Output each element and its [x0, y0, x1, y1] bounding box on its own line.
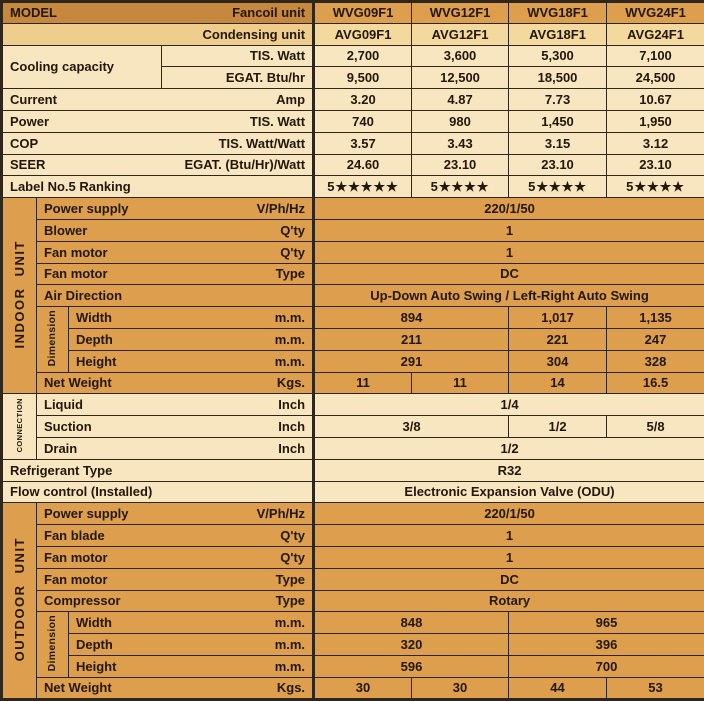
dim-label: Width [76, 310, 112, 325]
refrigerant-label: Refrigerant Type [2, 459, 314, 481]
value-cell: 24.60 [314, 154, 412, 176]
value-cell: 965 [509, 612, 704, 634]
dim-unit: m.m. [275, 637, 305, 652]
power-label-cell [2, 110, 314, 132]
value-cell: 3.15 [509, 132, 607, 154]
value-cell: 3.12 [607, 132, 704, 154]
indoor-row-label-cell [37, 285, 314, 307]
row-indoor-width [2, 307, 704, 329]
cop-label: COP [10, 136, 38, 151]
indoor-row-unit: Type [276, 266, 305, 281]
fancoil-model-3: WVG18F1 [509, 2, 607, 24]
dim-label: Width [76, 615, 112, 630]
indoor-row-unit: V/Ph/Hz [257, 201, 305, 216]
outdoor-row-label-cell [37, 503, 314, 525]
indoor-dimension-label [37, 307, 69, 372]
dim-label: Depth [76, 637, 113, 652]
connection-row-label: Drain [44, 441, 77, 456]
row-indoor-air-direction [2, 285, 704, 307]
indoor-dim-label-cell [69, 307, 314, 329]
row-refrigerant [2, 459, 704, 481]
connection-row-unit: Inch [278, 441, 305, 456]
indoor-row-label-cell [37, 219, 314, 241]
indoor-dim-label-cell [69, 328, 314, 350]
dim-label: Depth [76, 332, 113, 347]
value-cell: DC [314, 263, 704, 285]
dim-unit: m.m. [275, 615, 305, 630]
value-cell: 23.10 [412, 154, 509, 176]
current-label: Current [10, 92, 57, 107]
cooling-egat-unit: EGAT. Btu/hr [162, 67, 314, 89]
value-cell: 848 [314, 612, 509, 634]
row-outdoor-width [2, 612, 704, 634]
value-cell: 1,135 [607, 307, 704, 329]
value-cell: 1,450 [509, 110, 607, 132]
connection-row-label: Liquid [44, 397, 83, 412]
indoor-row-label: Fan motor [44, 245, 108, 260]
indoor-row-label-cell [37, 198, 314, 220]
condensing-header-cell: Condensing unit [2, 23, 314, 45]
row-indoor-fan-motor-qty [2, 241, 704, 263]
outdoor-row-label: Power supply [44, 506, 129, 521]
connection-section-label [2, 394, 37, 459]
model-label: MODEL [10, 5, 57, 20]
value-cell: 10.67 [607, 89, 704, 111]
indoor-row-unit: Q'ty [280, 223, 305, 238]
indoor-net-weight-label-cell [37, 372, 314, 394]
connection-row-unit: Inch [278, 419, 305, 434]
row-outdoor-net-weight [2, 677, 704, 699]
connection-row-label-cell [37, 394, 314, 416]
outdoor-row-label-cell [37, 568, 314, 590]
row-cop [2, 132, 704, 154]
indoor-row-label: Power supply [44, 201, 129, 216]
value-cell: 740 [314, 110, 412, 132]
value-cell: 3/8 [314, 416, 509, 438]
outdoor-row-unit: Type [276, 593, 305, 608]
row-outdoor-fan-motor-type [2, 568, 704, 590]
model-header-cell [2, 2, 314, 24]
connection-row-label-cell [37, 416, 314, 438]
value-cell: 320 [314, 634, 509, 656]
outdoor-unit-section-label [2, 503, 37, 699]
value-cell: 1 [314, 241, 704, 263]
outdoor-row-unit: Q'ty [280, 528, 305, 543]
seer-label-cell [2, 154, 314, 176]
ranking-cell: 5★★★★★ [314, 176, 412, 198]
value-cell: 247 [607, 328, 704, 350]
row-model [2, 2, 704, 24]
value-cell: 9,500 [314, 67, 412, 89]
connection-row-unit: Inch [278, 397, 305, 412]
connection-vertical-text: CONNECTION [16, 398, 24, 452]
value-cell: 44 [509, 677, 607, 699]
value-cell: 211 [314, 328, 509, 350]
indoor-row-label-cell [37, 241, 314, 263]
value-cell: 23.10 [509, 154, 607, 176]
outdoor-row-label: Fan motor [44, 550, 108, 565]
value-cell: Electronic Expansion Valve (ODU) [314, 481, 704, 503]
value-cell: 1/4 [314, 394, 704, 416]
indoor-row-label: Air Direction [44, 288, 122, 303]
value-cell: 291 [314, 350, 509, 372]
value-cell: 1,950 [607, 110, 704, 132]
value-cell: 220/1/50 [314, 198, 704, 220]
value-cell: 11 [412, 372, 509, 394]
power-unit: TIS. Watt [250, 114, 305, 129]
value-cell: 1 [314, 546, 704, 568]
row-outdoor-fan-blade [2, 525, 704, 547]
net-weight-label: Net Weight [44, 680, 112, 695]
row-connection-liquid [2, 394, 704, 416]
value-cell: 53 [607, 677, 704, 699]
value-cell: 12,500 [412, 67, 509, 89]
outdoor-dim-label-cell [69, 655, 314, 677]
value-cell: 3,600 [412, 45, 509, 67]
outdoor-row-label: Compressor [44, 593, 121, 608]
value-cell: 23.10 [607, 154, 704, 176]
cooling-tis-unit: TIS. Watt [162, 45, 314, 67]
indoor-row-label-cell [37, 263, 314, 285]
outdoor-row-label-cell [37, 590, 314, 612]
power-label: Power [10, 114, 49, 129]
indoor-unit-section-label [2, 198, 37, 394]
value-cell: 3.57 [314, 132, 412, 154]
current-unit: Amp [276, 92, 305, 107]
value-cell: Up-Down Auto Swing / Left-Right Auto Swing [314, 285, 704, 307]
value-cell: 3.43 [412, 132, 509, 154]
ranking-cell: 5★★★★ [607, 176, 704, 198]
ranking-cell: 5★★★★ [509, 176, 607, 198]
value-cell: Rotary [314, 590, 704, 612]
outdoor-row-unit: V/Ph/Hz [257, 506, 305, 521]
net-weight-unit: Kgs. [277, 680, 305, 695]
outdoor-row-label: Fan blade [44, 528, 105, 543]
outdoor-dimension-label [37, 612, 69, 677]
dim-unit: m.m. [275, 354, 305, 369]
value-cell: 16.5 [607, 372, 704, 394]
indoor-dim-label-cell [69, 350, 314, 372]
condensing-model-2: AVG12F1 [412, 23, 509, 45]
value-cell: 14 [509, 372, 607, 394]
dim-unit: m.m. [275, 310, 305, 325]
indoor-unit-vertical-text: INDOOR UNIT [13, 240, 26, 348]
dim-unit: m.m. [275, 659, 305, 674]
value-cell: DC [314, 568, 704, 590]
row-seer [2, 154, 704, 176]
fancoil-model-1: WVG09F1 [314, 2, 412, 24]
outdoor-unit-vertical-text: OUTDOOR UNIT [13, 537, 26, 661]
condensing-model-1: AVG09F1 [314, 23, 412, 45]
row-outdoor-compressor [2, 590, 704, 612]
value-cell: 2,700 [314, 45, 412, 67]
outdoor-row-unit: Q'ty [280, 550, 305, 565]
cop-label-cell [2, 132, 314, 154]
indoor-row-label: Blower [44, 223, 87, 238]
outdoor-row-label: Fan motor [44, 572, 108, 587]
value-cell: 5/8 [607, 416, 704, 438]
row-indoor-height [2, 350, 704, 372]
ranking-label: Label No.5 Ranking [2, 176, 314, 198]
value-cell: 30 [412, 677, 509, 699]
seer-label: SEER [10, 157, 45, 172]
outdoor-row-label-cell [37, 525, 314, 547]
dim-label: Height [76, 354, 116, 369]
outdoor-dim-label-cell [69, 634, 314, 656]
row-cooling-tis [2, 45, 704, 67]
value-cell: 7,100 [607, 45, 704, 67]
value-cell: 5,300 [509, 45, 607, 67]
value-cell: 396 [509, 634, 704, 656]
dimension-vertical-text: Dimension [47, 310, 58, 366]
value-cell: 1/2 [509, 416, 607, 438]
value-cell: 4.87 [412, 89, 509, 111]
row-indoor-depth [2, 328, 704, 350]
indoor-row-label: Fan motor [44, 266, 108, 281]
row-indoor-power-supply [2, 198, 704, 220]
row-current [2, 89, 704, 111]
outdoor-dim-label-cell [69, 612, 314, 634]
row-connection-suction [2, 416, 704, 438]
dimension-vertical-text: Dimension [47, 615, 58, 671]
value-cell: 304 [509, 350, 607, 372]
net-weight-unit: Kgs. [277, 375, 305, 390]
connection-row-label: Suction [44, 419, 92, 434]
row-power [2, 110, 704, 132]
outdoor-row-unit: Type [276, 572, 305, 587]
row-indoor-blower [2, 219, 704, 241]
value-cell: 1 [314, 525, 704, 547]
value-cell: 11 [314, 372, 412, 394]
value-cell: 7.73 [509, 89, 607, 111]
net-weight-label: Net Weight [44, 375, 112, 390]
outdoor-net-weight-label-cell [37, 677, 314, 699]
cooling-capacity-label: Cooling capacity [2, 45, 162, 89]
row-ranking [2, 176, 704, 198]
condensing-model-3: AVG18F1 [509, 23, 607, 45]
fancoil-unit-label: Fancoil unit [232, 5, 305, 20]
dim-unit: m.m. [275, 332, 305, 347]
row-indoor-net-weight [2, 372, 704, 394]
value-cell: 894 [314, 307, 509, 329]
value-cell: 980 [412, 110, 509, 132]
fancoil-model-4: WVG24F1 [607, 2, 704, 24]
current-label-cell [2, 89, 314, 111]
row-outdoor-fan-motor-qty [2, 546, 704, 568]
value-cell: 1/2 [314, 437, 704, 459]
dim-label: Height [76, 659, 116, 674]
value-cell: 24,500 [607, 67, 704, 89]
row-outdoor-depth [2, 634, 704, 656]
value-cell: 221 [509, 328, 607, 350]
row-outdoor-power-supply [2, 503, 704, 525]
value-cell: 18,500 [509, 67, 607, 89]
ranking-cell: 5★★★★ [412, 176, 509, 198]
value-cell: R32 [314, 459, 704, 481]
value-cell: 3.20 [314, 89, 412, 111]
row-indoor-fan-motor-type [2, 263, 704, 285]
connection-row-label-cell [37, 437, 314, 459]
condensing-model-4: AVG24F1 [607, 23, 704, 45]
value-cell: 596 [314, 655, 509, 677]
row-connection-drain [2, 437, 704, 459]
value-cell: 220/1/50 [314, 503, 704, 525]
value-cell: 700 [509, 655, 704, 677]
row-outdoor-height [2, 655, 704, 677]
fancoil-model-2: WVG12F1 [412, 2, 509, 24]
row-condensing [2, 23, 704, 45]
value-cell: 1,017 [509, 307, 607, 329]
outdoor-row-label-cell [37, 546, 314, 568]
cop-unit: TIS. Watt/Watt [219, 136, 305, 151]
seer-unit: EGAT. (Btu/Hr)/Watt [184, 157, 305, 172]
value-cell: 328 [607, 350, 704, 372]
flow-control-label: Flow control (Installed) [2, 481, 314, 503]
value-cell: 30 [314, 677, 412, 699]
indoor-row-unit: Q'ty [280, 245, 305, 260]
value-cell: 1 [314, 219, 704, 241]
row-flow-control [2, 481, 704, 503]
